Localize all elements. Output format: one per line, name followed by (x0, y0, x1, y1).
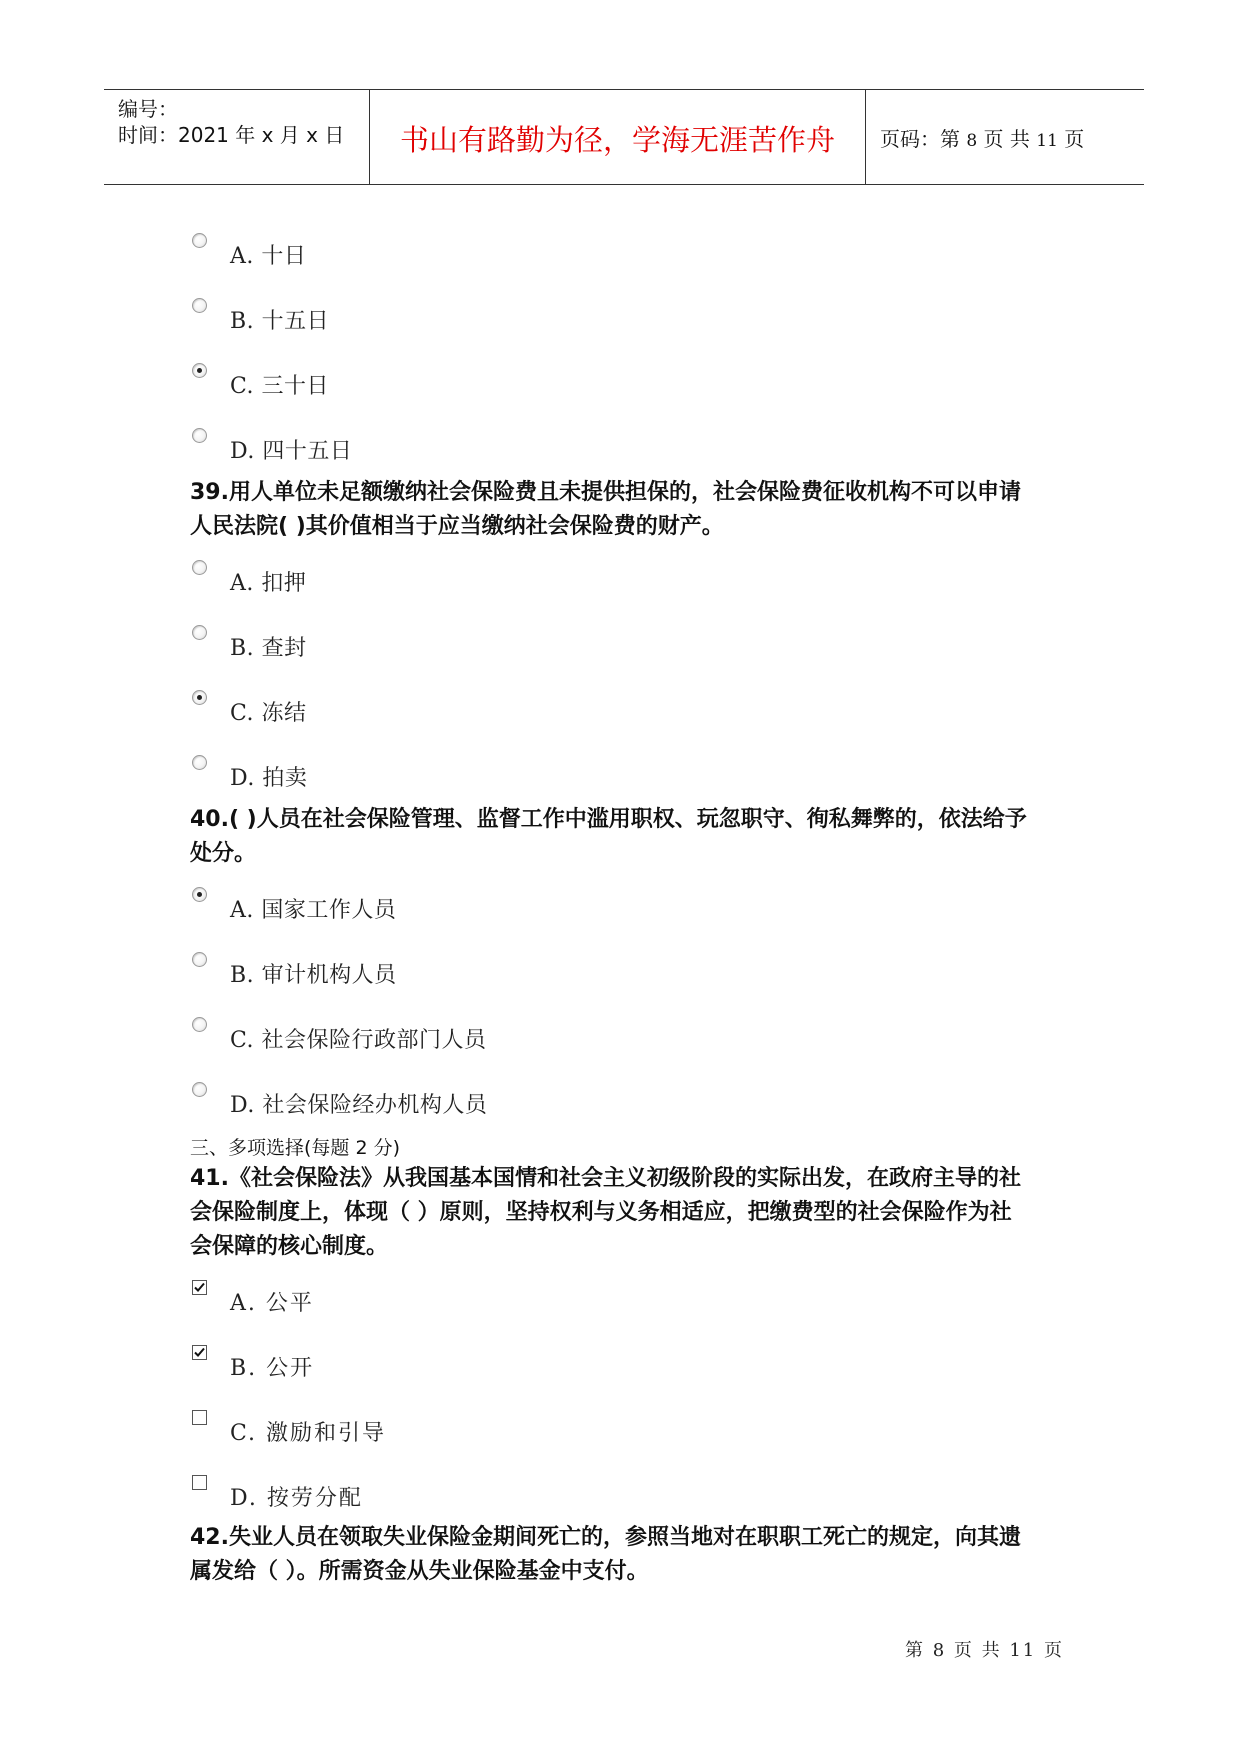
option-label: C. 冻结 (230, 701, 307, 726)
option-label: C. 社会保险行政部门人员 (230, 1028, 487, 1053)
radio-button[interactable] (192, 428, 207, 443)
page-info (880, 123, 1084, 152)
option-label: B. 审计机构人员 (230, 963, 397, 988)
radio-button[interactable] (192, 625, 207, 640)
page-end: 页 (1064, 127, 1085, 151)
page-total: 11 (1036, 131, 1058, 151)
page-current: 8 (966, 131, 978, 151)
option-label: A. 公平 (230, 1291, 314, 1316)
q39-option-b[interactable] (192, 625, 892, 659)
option-label: B. 十五日 (230, 309, 330, 334)
q41-option-d[interactable] (192, 1475, 892, 1509)
motto: 书山有路勤为径，学海无涯苦作舟 (399, 123, 835, 157)
q40-option-b[interactable] (192, 952, 892, 986)
radio-button[interactable] (192, 298, 207, 313)
q39-option-a[interactable] (192, 560, 892, 594)
section-heading: 三、多项选择(每题 2 分) (190, 1137, 400, 1159)
q40-option-c[interactable] (192, 1017, 892, 1051)
header-meta-cell (104, 90, 370, 184)
radio-button[interactable] (192, 1017, 207, 1032)
q38-option-a[interactable] (192, 233, 892, 267)
question-40: 40.( )人员在社会保险管理、监督工作中滥用职权、玩忽职守、徇私舞弊的，依法给予处分。 (190, 807, 1027, 866)
q38-option-d[interactable] (192, 428, 892, 462)
question-42: 42.失业人员在领取失业保险金期间死亡的，参照当地对在职职工死亡的规定，向其遗属发给（ ）。所需资金从失业保险基金中支付。 (190, 1525, 1021, 1584)
option-label: C. 三十日 (230, 374, 330, 399)
number-label: 编号： (118, 97, 178, 121)
radio-button[interactable] (192, 1082, 207, 1097)
header-page-cell (866, 90, 1144, 184)
option-label: A. 扣押 (230, 571, 307, 596)
q39-option-d[interactable] (192, 755, 892, 789)
q40-option-a[interactable] (192, 887, 892, 921)
radio-button[interactable] (192, 755, 207, 770)
radio-button[interactable] (192, 690, 207, 705)
checkbox[interactable] (192, 1475, 207, 1490)
q41-option-a[interactable] (192, 1280, 892, 1314)
option-label: B. 公开 (230, 1356, 315, 1381)
radio-button[interactable] (192, 887, 207, 902)
option-label: D. 按劳分配 (230, 1486, 363, 1511)
checkbox[interactable] (192, 1345, 207, 1360)
page-label: 页码：第 (880, 127, 960, 151)
checkmark-icon (193, 1346, 206, 1359)
radio-button[interactable] (192, 560, 207, 575)
radio-button[interactable] (192, 363, 207, 378)
checkbox[interactable] (192, 1280, 207, 1295)
option-label: B. 查封 (230, 636, 307, 661)
page-footer: 第 8 页 共 11 页 (905, 1640, 1064, 1661)
document-header (104, 89, 1144, 185)
q39-option-c[interactable] (192, 690, 892, 724)
option-label: D. 拍卖 (230, 766, 308, 791)
page-mid: 页 共 (983, 127, 1030, 151)
option-label: A. 十日 (230, 244, 307, 269)
q41-option-b[interactable] (192, 1345, 892, 1379)
time-label: 时间：2021 年 x 月 x 日 (118, 123, 345, 147)
option-label: C. 激励和引导 (230, 1421, 387, 1446)
question-39: 39.用人单位未足额缴纳社会保险费且未提供担保的，社会保险费征收机构不可以申请人民法院( )其价值相当于应当缴纳社会保险费的财产。 (190, 480, 1021, 539)
radio-button[interactable] (192, 952, 207, 967)
q38-option-b[interactable] (192, 298, 892, 332)
question-41: 41.《社会保险法》从我国基本国情和社会主义初级阶段的实际出发，在政府主导的社会保险制度上，体现（ ）原则，坚持权利与义务相适应，把缴费型的社会保险作为社会保障的核心制度。 (190, 1166, 1021, 1259)
option-label: A. 国家工作人员 (230, 898, 397, 923)
checkbox[interactable] (192, 1410, 207, 1425)
q40-option-d[interactable] (192, 1082, 892, 1116)
option-label: D. 社会保险经办机构人员 (230, 1093, 488, 1118)
q38-option-c[interactable] (192, 363, 892, 397)
q41-option-c[interactable] (192, 1410, 892, 1444)
header-motto-cell (370, 90, 866, 184)
option-label: D. 四十五日 (230, 439, 353, 464)
radio-button[interactable] (192, 233, 207, 248)
checkmark-icon (193, 1281, 206, 1294)
